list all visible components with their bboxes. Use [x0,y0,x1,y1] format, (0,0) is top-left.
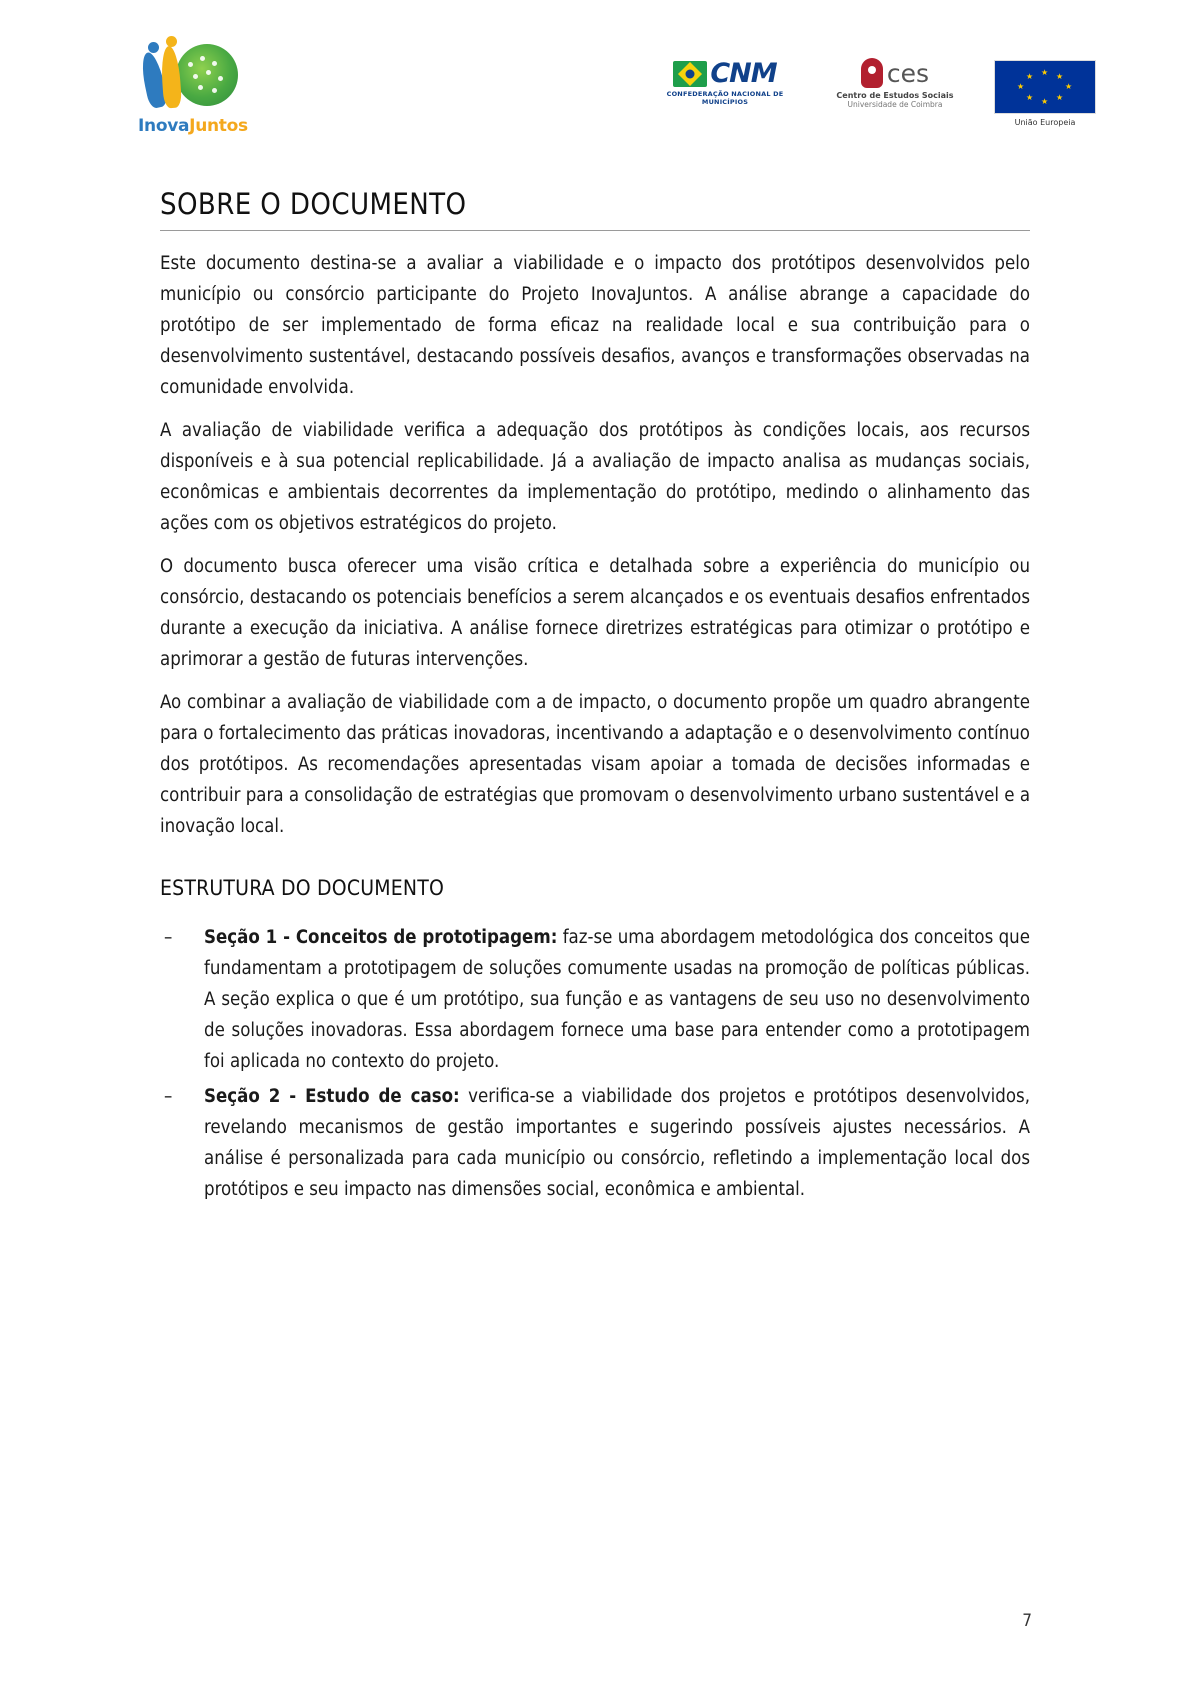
inova-word: Inova [138,116,190,136]
ces-line2: Universidade de Coimbra [847,100,943,109]
european-union-logo [985,60,1105,127]
page-number: 7 [1022,1611,1032,1631]
paragraph-2: A avaliação de viabilidade verifica a adequação dos protótipos às condições locais, aos recursos disponíveis e à sua potencial replicabilidade. Já a avaliação de impacto analisa as mudanças sociais, econômicas e ambientais decorrentes da implementação do protótipo, medindo o alinhamento das ações com os objetivos estratégicos do projeto. [160,420,1030,534]
document-body [160,248,1030,1209]
list-item-text: verifica-se a viabilidade dos projetos e protótipos desenvolvidos, revelando mecanismos de gestão importantes e sugerindo possíveis ajustes necessários. A análise é personalizada para cada município ou consórcio, refletindo a implementação local dos protótipos e seu impacto nas dimensões social, econômica e ambiental. [204,1086,1030,1200]
paragraph-3: O documento busca oferecer uma visão crítica e detalhada sobre a experiência do município ou consórcio, destacando os potenciais benefícios a serem alcançados e os eventuais desafios enfrentados durante a execução da iniciativa. A análise fornece diretrizes estratégicas para otimizar o protótipo e aprimorar a gestão de futuras intervenções. [160,556,1030,670]
inovajuntos-mark-icon [138,40,246,112]
eu-flag-icon: ★ ★ ★ ★ ★ ★ ★ ★ [994,60,1096,114]
structure-list [160,922,1030,1205]
page-title: SOBRE O DOCUMENTO [160,187,1030,231]
paragraph-1: Este documento destina-se a avaliar a viabilidade e o impacto dos protótipos desenvolvidos pelo município ou consórcio participante do Projeto InovaJuntos. A análise abrange a capacidade do protótipo de ser implementado de forma eficaz na realidade local e sua contribuição para o desenvolvimento sustentável, destacando possíveis desafios, avanços e transformações observadas na comunidade envolvida. [160,253,1030,398]
document-header [0,38,1190,148]
cnm-wordmark: CNM [710,58,777,89]
dash-bullet-icon: – [164,927,173,948]
list-item [160,1081,1030,1205]
list-item-text: faz-se uma abordagem metodológica dos conceitos que fundamentam a prototipagem de soluções comumente usadas na promoção de políticas públicas. A seção explica o que é um protótipo, sua função e as vantagens de seu uso no desenvolvimento de soluções inovadoras. Essa abordagem fornece uma base para entender como a prototipagem foi aplicada no contexto do projeto. [204,927,1030,1072]
cnm-logo [660,60,790,130]
brazil-flag-icon [673,61,707,87]
inovajuntos-logo [138,40,253,145]
eu-caption: União Europeia [1014,118,1076,127]
paragraph-4: Ao combinar a avaliação de viabilidade com a de impacto, o documento propõe um quadro abrangente para o fortalecimento das práticas inovadoras, incentivando a adaptação e o desenvolvimento contínuo dos protótipos. As recomendações apresentadas visam apoiar a tomada de decisões informadas e contribuir para a consolidação de estratégias que promovam o desenvolvimento urbano sustentável e a inovação local. [160,692,1031,837]
blue-head-icon [148,42,159,53]
cnm-subtitle: CONFEDERAÇÃO NACIONAL DE MUNICÍPIOS [666,90,784,106]
ces-mark-icon [861,58,883,88]
ces-logo [820,58,970,109]
list-item-lead: Seção 1 - Conceitos de prototipagem: [204,927,558,948]
inovajuntos-wordmark [138,116,256,136]
juntos-word: Juntos [189,116,248,136]
dash-bullet-icon: – [164,1086,173,1107]
yellow-figure-icon [160,45,182,108]
yellow-head-icon [166,36,177,47]
list-item-lead: Seção 2 - Estudo de caso: [204,1086,460,1107]
dots-pattern-icon [184,52,230,98]
list-item [160,922,1030,1077]
ces-line1: Centro de Estudos Sociais [836,91,954,100]
section-subheading: ESTRUTURA DO DOCUMENTO [160,876,445,900]
ces-wordmark: ces [886,58,930,88]
